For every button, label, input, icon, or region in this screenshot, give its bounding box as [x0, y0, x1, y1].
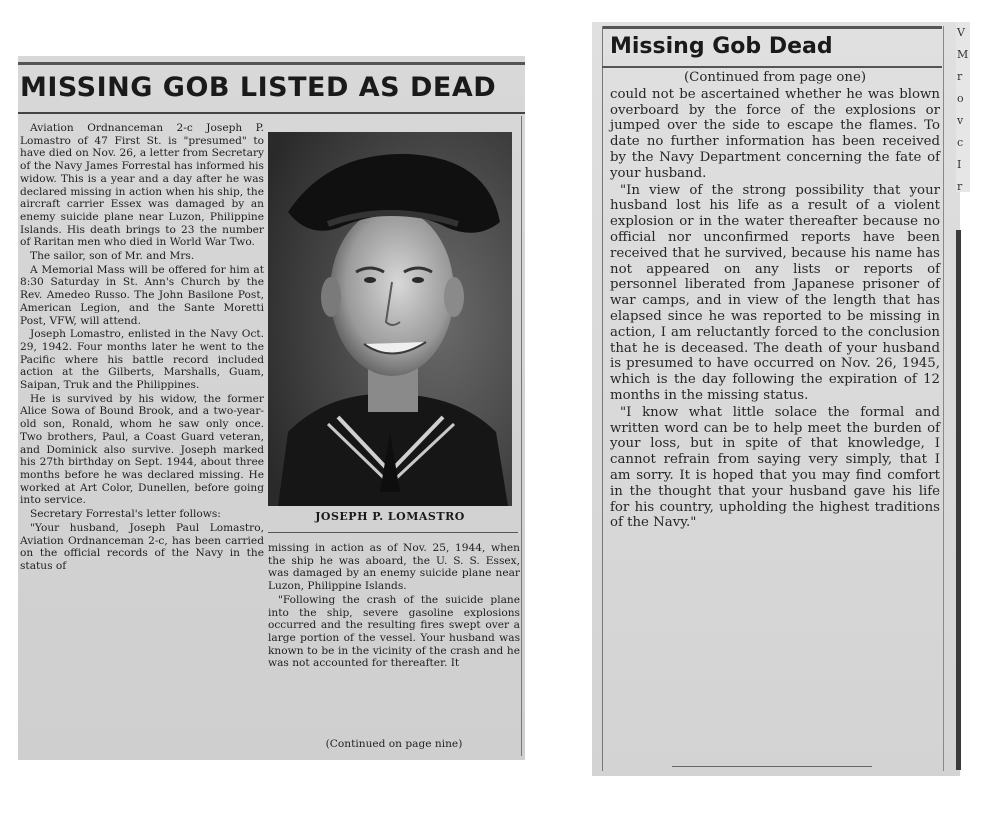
paragraph: "In view of the strong possibility that your husband lost his life as a result of a violent explosion or in the water thereafter because no official nor unconfirmed reports have been received that he survived, because his name has not appeared on any lists or reports of personnel liberated from Japanese prisoner of war camps, and in view of the length that has elapsed since he was reported to be missing in action, I am reluctantly forced to the conclusion that he is deceased. The death of your husband is presumed to have occurred on Nov. 26, 1945, which is the day following the expiration of 12 months in the missing status.: [610, 182, 940, 403]
edge-letter: c: [957, 136, 964, 149]
paragraph: could not be ascertained whether he was blown overboard by the force of the explosions or jumped over the side to escape the flames. To date no further information has been received by the Navy Department concerning the fate of your husband.: [610, 86, 940, 181]
portrait-illustration: [268, 132, 512, 506]
edge-letter: M: [957, 48, 969, 61]
newspaper-clipping-main: [18, 56, 525, 760]
paragraph: "I know what little solace the formal and written word can be to help meet the burden of your loss, but in spite of that knowledge, I cannot refrain from saying very simply, that I am sorry. It is hoped that you may find comfort in the thought that your husband gave his life for his country, upholding the highest traditions of the Navy.": [610, 404, 940, 531]
newspaper-clipping-continued: [592, 22, 960, 776]
top-rule: [18, 62, 525, 65]
article-column-right: [268, 542, 520, 671]
sailor-portrait-photo: [268, 132, 512, 506]
paragraph: He is survived by his widow, the former Alice Sowa of Bound Brook, and a two-year-old son, Ronald, whom he saw only once. Two brothers, Paul, a Coast Guard veteran, and Dominick also survive. Joseph marked his 27th birthday on Sept. 1944, about three months before he was declared missing. He worked at Art Color, Dunellen, before going into service.: [20, 392, 264, 507]
adjacent-column-edge: [956, 22, 970, 192]
paragraph: missing in action as of Nov. 25, 1944, when the ship he was aboard, the U. S. S. Essex, was damaged by an enemy suicide plane near Luzon, Philippine Islands.: [268, 542, 520, 593]
edge-letter: v: [957, 114, 964, 127]
edge-letter: r: [957, 180, 963, 192]
edge-letter: I: [957, 158, 962, 171]
paragraph: Aviation Ordnanceman 2-c Joseph P. Lomastro of 47 First St. is "presumed" to have died on Nov. 26, a letter from Secretary of the Navy James Forrestal has informed his widow. This is a year and a day after he was declared missing in action when his ship, the aircraft carrier Essex was damaged by an enemy suicide plane near Luzon, Philippine Islands. His death brings to 23 the number of Raritan men who died in World War Two.: [20, 122, 264, 249]
edge-letter: o: [957, 92, 964, 105]
paragraph: "Your husband, Joseph Paul Lomastro, Aviation Ordnanceman 2-c, has been carried on the official records of the Navy in the status of: [20, 521, 264, 572]
headline-rule: [602, 66, 942, 68]
adjacent-column-bar: [956, 230, 961, 770]
article-column-left: [20, 122, 264, 574]
headline-rule: [18, 112, 525, 114]
paragraph: Secretary Forrestal's letter follows:: [30, 508, 221, 521]
continued-note: (Continued on page nine): [325, 738, 463, 750]
column-rule-left: [602, 26, 603, 771]
paragraph: The sailor, son of Mr. and Mrs.: [30, 250, 195, 263]
article-column: [610, 70, 940, 532]
edge-letter: r: [957, 70, 963, 83]
edge-letter: V: [957, 26, 965, 39]
top-rule: [602, 26, 942, 29]
paragraph: "Following the crash of the suicide plane into the ship, severe gasoline explosions occurred and the resulting fires swept over a large portion of the vessel. Your husband was known to be in the vicinity of the crash and he was not accounted for thereafter. It: [268, 593, 520, 670]
headline: MISSING GOB LISTED AS DEAD: [20, 72, 497, 103]
column-rule-right: [943, 26, 944, 771]
paragraph: A Memorial Mass will be offered for him at 8:30 Saturday in St. Ann's Church by the Rev. Amedeo Russo. The John Basilone Post, American Legion, and the Sante Moretti Post, VFW, will attend.: [20, 263, 264, 327]
bottom-rule: [672, 766, 872, 767]
column-rule: [521, 116, 522, 756]
photo-caption: JOSEPH P. LOMASTRO: [315, 510, 465, 523]
paragraph: Joseph Lomastro, enlisted in the Navy Oct. 29, 1942. Four months later he went to the Pacific where his battle record included action at the Gilberts, Marshalls, Guam, Saipan, Truk and the Philippines.: [20, 328, 264, 392]
caption-rule: [268, 532, 518, 533]
headline: Missing Gob Dead: [610, 34, 833, 59]
continued-from-note: (Continued from page one): [683, 70, 867, 85]
